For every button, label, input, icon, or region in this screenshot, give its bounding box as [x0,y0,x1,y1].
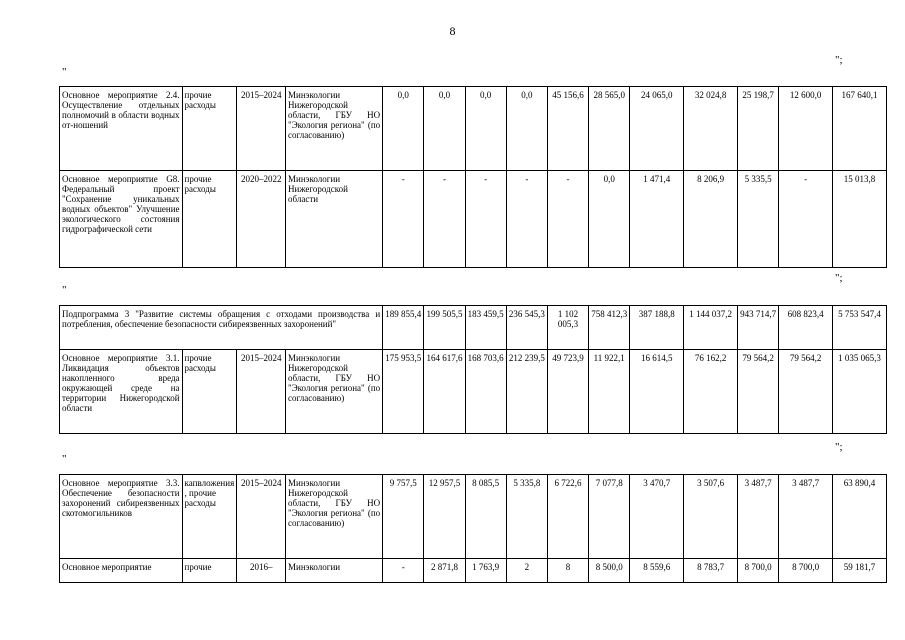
total-cell: 59 181,7 [833,559,887,583]
funding-source: прочие [182,559,237,583]
value-cell: 0,0 [465,87,506,171]
value-cell: - [383,171,424,268]
value-cell: - [383,559,424,583]
value-cell: 24 065,0 [630,87,684,171]
value-cell: 3 487,7 [738,475,779,559]
subprogram-name: Подпрограмма 3 "Развитие системы обращения с отходами производства и потребления, обеспечение безопасности сибиреязвенных захоронений" [60,306,383,350]
closing-quote-3: "; [835,441,843,453]
value-cell: 8 783,7 [684,559,738,583]
value-cell: 8 206,9 [684,171,738,268]
measure-name: Основное мероприятие G8. Федеральный проект "Сохранение уникальных водных объектов" Улучшение экологического состояния гидрографической сети [60,171,183,268]
value-cell: 1 763,9 [465,559,506,583]
value-cell: 8 559,6 [630,559,684,583]
value-cell: 189 855,4 [383,306,424,350]
table-row [60,475,887,559]
value-cell: 2 [506,559,547,583]
period: 2015–2024 [237,350,286,434]
total-cell: 1 035 065,3 [833,350,887,434]
responsible: Минэкологии [286,559,383,583]
value-cell: 212 239,5 [506,350,547,434]
value-cell: 11 922,1 [589,350,630,434]
funding-source: прочие расходы [182,87,237,171]
value-cell: 164 617,6 [424,350,465,434]
value-cell: 943 714,7 [738,306,779,350]
value-cell: - [465,171,506,268]
total-cell: 5 753 547,4 [833,306,887,350]
responsible: Минэкологии Нижегородской области [286,171,383,268]
table-block-1 [59,86,887,268]
measure-name: Основное мероприятие 2.4. Осуществление отдельных полномочий в области водных от-ношений [60,87,183,171]
table-row [60,559,887,583]
closing-quote-1: "; [835,54,843,66]
value-cell: 3 470,7 [630,475,684,559]
opening-quote-2: " [62,284,67,296]
value-cell: 1 144 037,2 [684,306,738,350]
value-cell: 8 085,5 [465,475,506,559]
closing-quote-2: "; [835,272,843,284]
value-cell: 3 487,7 [779,475,833,559]
value-cell: 0,0 [506,87,547,171]
total-cell: 167 640,1 [833,87,887,171]
value-cell: 16 614,5 [630,350,684,434]
value-cell: 199 505,5 [424,306,465,350]
table-row [60,171,887,268]
value-cell: 608 823,4 [779,306,833,350]
table-row [60,87,887,171]
value-cell: - [424,171,465,268]
value-cell: 7 077,8 [589,475,630,559]
value-cell: 25 198,7 [738,87,779,171]
value-cell: 12 957,5 [424,475,465,559]
page-number: 8 [449,24,456,38]
value-cell: 0,0 [589,171,630,268]
table-block-3 [59,474,887,583]
opening-quote-3: " [62,453,67,465]
funding-source: прочие расходы [182,171,237,268]
value-cell: 236 545,3 [506,306,547,350]
value-cell: 168 703,6 [465,350,506,434]
responsible: Минэкологии Нижегородской области, ГБУ НО "Экология региона" (по согласованию) [286,475,383,559]
measure-name: Основное мероприятие [60,559,183,583]
value-cell: 12 600,0 [779,87,833,171]
responsible: Минэкологии Нижегородской области, ГБУ НО "Экология региона" (по согласованию) [286,350,383,434]
value-cell: 8 500,0 [589,559,630,583]
value-cell: 76 162,2 [684,350,738,434]
funding-source: капвложения, прочие расходы [182,475,237,559]
value-cell: 45 156,6 [547,87,588,171]
value-cell: 5 335,5 [738,171,779,268]
period: 2015–2024 [237,475,286,559]
value-cell: 758 412,3 [589,306,630,350]
total-cell: 15 013,8 [833,171,887,268]
period: 2015–2024 [237,87,286,171]
value-cell: 79 564,2 [779,350,833,434]
value-cell: 2 871,8 [424,559,465,583]
value-cell: 9 757,5 [383,475,424,559]
table-block-2 [59,305,887,434]
value-cell: 0,0 [383,87,424,171]
measure-name: Основное мероприятие 3.1. Ликвидация объектов накопленного вреда окружающей среде на территории Нижегородской области [60,350,183,434]
value-cell: - [779,171,833,268]
value-cell: - [547,171,588,268]
value-cell: 8 700,0 [779,559,833,583]
value-cell: 1 471,4 [630,171,684,268]
table-row-subprogram [60,306,887,350]
value-cell: 3 507,6 [684,475,738,559]
value-cell: 5 335,8 [506,475,547,559]
value-cell: 79 564,2 [738,350,779,434]
opening-quote-1: " [62,66,67,78]
measure-name: Основное мероприятие 3.3. Обеспечение безопасности захоронений сибиреязвенных скотомогильников [60,475,183,559]
table-row [60,350,887,434]
period: 2020–2022 [237,171,286,268]
funding-source: прочие расходы [182,350,237,434]
value-cell: 175 953,5 [383,350,424,434]
value-cell: 6 722,6 [547,475,588,559]
value-cell: 1 102 005,3 [547,306,588,350]
period: 2016– [237,559,286,583]
value-cell: 32 024,8 [684,87,738,171]
value-cell: - [506,171,547,268]
value-cell: 0,0 [424,87,465,171]
value-cell: 28 565,0 [589,87,630,171]
value-cell: 8 [547,559,588,583]
value-cell: 183 459,5 [465,306,506,350]
responsible: Минэкологии Нижегородской области, ГБУ НО "Экология региона" (по согласованию) [286,87,383,171]
value-cell: 49 723,9 [547,350,588,434]
total-cell: 63 890,4 [833,475,887,559]
value-cell: 387 188,8 [630,306,684,350]
value-cell: 8 700,0 [738,559,779,583]
